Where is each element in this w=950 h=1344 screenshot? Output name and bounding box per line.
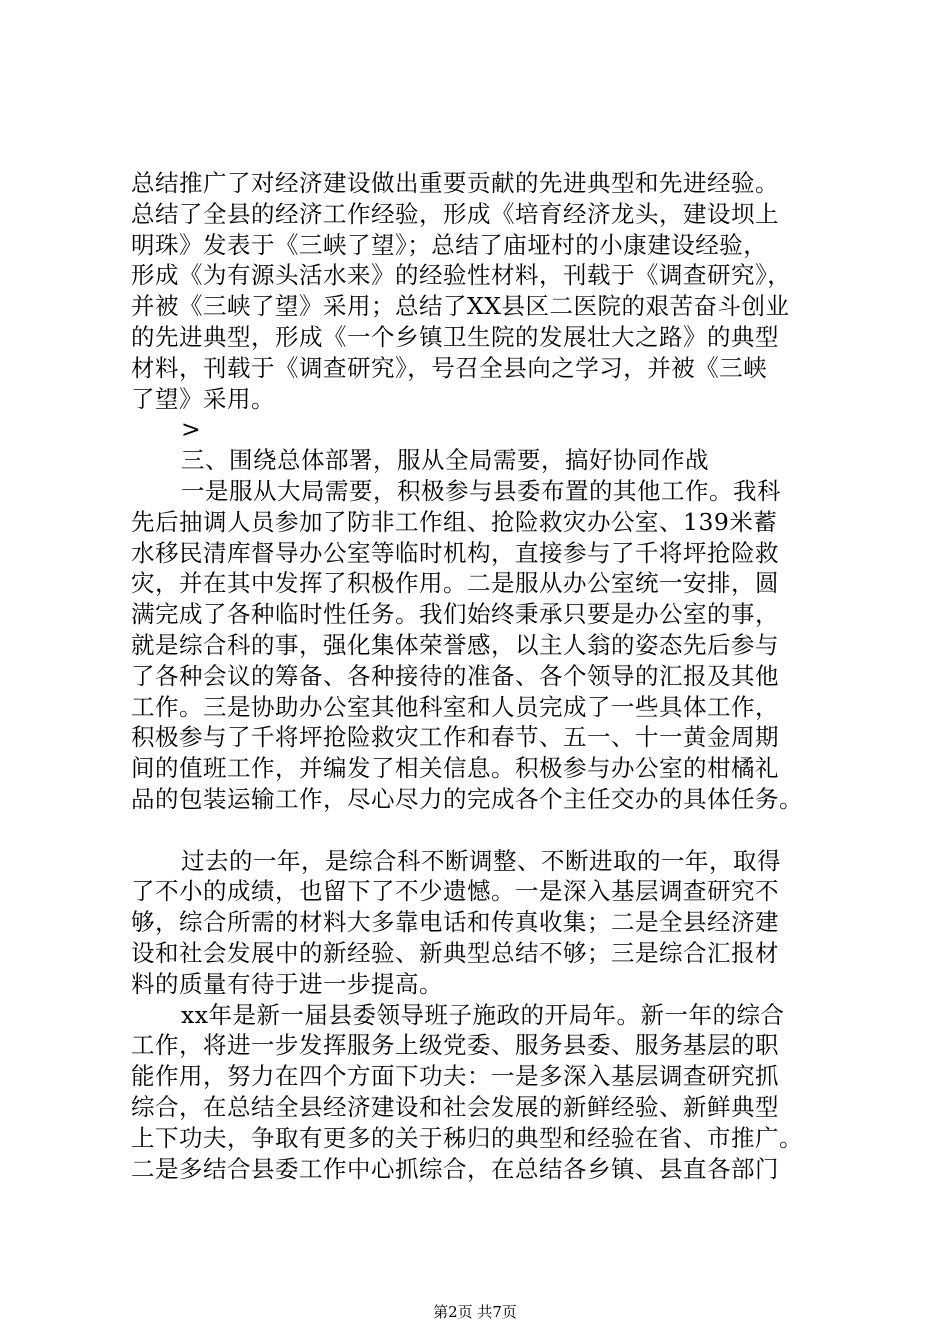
text-line: 满完成了各种临时性任务。我们始终秉承只要是办公室的事， [131,600,779,629]
text-line: 二是多结合县委工作中心抓综合，在总结各乡镇、县直各部门 [131,1154,779,1183]
text-line: 先后抽调人员参加了防非工作组、抢险救灾办公室、139米蓄 [131,507,778,536]
text-line: 过去的一年，是综合科不断调整、不断进取的一年，取得 [181,846,781,875]
text-line: 工作，将进一步发挥服务上级党委、服务县委、服务基层的职 [131,1031,779,1060]
section-heading: 三、围绕总体部署，服从全局需要，搞好协同作战 [181,446,709,475]
text-line: xx年是新一届县委领导班子施政的开局年。新一年的综合 [181,1000,785,1029]
blank-line [131,815,843,846]
text-line: 一是服从大局需要，积极参与县委布置的其他工作。我科 [181,476,781,505]
text-line: 间的值班工作，并编发了相关信息。积极参与办公室的柑橘礼 [131,754,779,783]
text-line: > [181,415,202,444]
document-body [131,168,843,1184]
text-line: 材料，刊载于《调查研究》，号召全县向之学习，并被《三峡 [131,353,768,382]
text-line: 工作。三是协助办公室其他科室和人员完成了一些具体工作， [131,692,779,721]
text-line: 的先进典型，形成《一个乡镇卫生院的发展壮大之路》的典型 [131,322,779,351]
text-line: 总结推广了对经济建设做出重要贡献的先进典型和先进经验。 [131,169,779,197]
text-line: 灾，并在其中发挥了积极作用。二是服从办公室统一安排，圆 [131,569,779,598]
page-number-footer: 第2页 共7页 [433,1303,517,1321]
text-line: 够，综合所需的材料大多靠电话和传真收集；二是全县经济建 [131,908,779,937]
text-line: 综合，在总结全县经济建设和社会发展的新鲜经验、新鲜典型 [131,1092,779,1121]
text-line: 明珠》发表于《三峡了望》；总结了庙垭村的小康建设经验， [131,230,768,259]
text-line: 料的质量有待于进一步提高。 [131,969,443,998]
text-line: 了不小的成绩，也留下了不少遗憾。一是深入基层调查研究不 [131,877,779,906]
text-line: 积极参与了千将坪抢险救灾工作和春节、五一、十一黄金周期 [131,723,779,752]
text-line: 设和社会发展中的新经验、新典型总结不够；三是综合汇报材 [131,938,779,967]
text-line: 能作用，努力在四个方面下功夫：一是多深入基层调查研究抓 [131,1062,779,1091]
text-line: 总结了全县的经济工作经验，形成《培育经济龙头，建设坝上 [131,199,779,228]
text-line: 形成《为有源头活水来》的经验性材料，刊载于《调查研究》， [131,261,792,290]
text-line: 并被《三峡了望》采用；总结了XX县区二医院的艰苦奋斗创业 [131,292,790,321]
text-line: 品的包装运输工作，尽心尽力的完成各个主任交办的具体任务。 [131,784,803,813]
text-line: 了望》采用。 [131,384,275,413]
text-line: 水移民清库督导办公室等临时机构，直接参与了千将坪抢险救 [131,538,779,567]
text-line: 就是综合科的事，强化集体荣誉感，以主人翁的姿态先后参与 [131,630,779,659]
text-line: 了各种会议的筹备、各种接待的准备、各个领导的汇报及其他 [131,661,779,690]
text-line: 上下功夫，争取有更多的关于秭归的典型和经验在省、市推广。 [131,1123,803,1152]
